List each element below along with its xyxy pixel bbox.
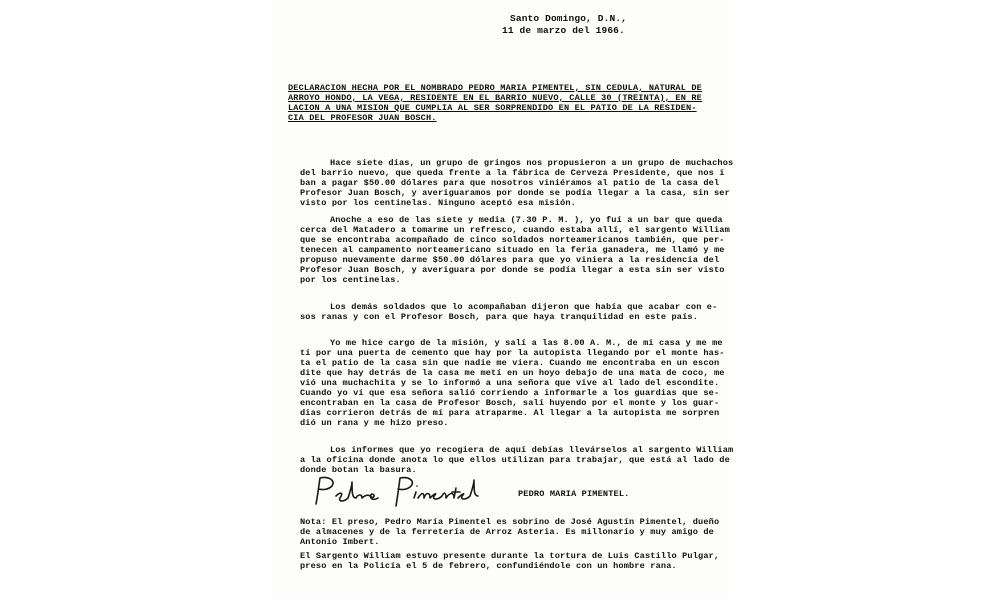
text-line: tí por una puerta de cemento que hay por la autopista llegando por el monte has- [300, 348, 725, 358]
text-line: por los centinelas. [300, 275, 401, 285]
title-line: LACION A UNA MISION QUE CUMPLIA AL SER SORPRENDIDO EN EL PATIO DE LA RESIDEN- [288, 103, 697, 113]
note-line: preso en la Policía el 5 de febrero, confundiéndole con un hombre rana. [300, 561, 677, 571]
note-line: Antonio Imbert. [300, 537, 380, 547]
text-line: dió un rana y me hizo preso. [300, 418, 449, 428]
text-line: Cuando yo ví que esa señora salió corriendo a informarle a los guardias que se- [300, 388, 720, 398]
text-line: Los informes que yo recogiera de aquí debías llevárselos al sargento William [330, 445, 734, 455]
text-line: Anoche a eso de las siete y media (7.30 P. M. ), yo fuí a un bar que queda [330, 215, 723, 225]
header-date: 11 de marzo del 1966. [502, 25, 625, 36]
note-line: El Sargento William estuvo presente durante la tortura de Luis Castillo Pulgar, [300, 551, 720, 561]
title-line: ARROYO HONDO, LA VEGA, RESIDENTE EN EL BARRIO NUEVO, CALLE 30 (TREINTA), EN RE [288, 93, 702, 103]
text-line: sos ranas y con el Profesor Bosch, para que haya tranquilidad en este país. [300, 312, 699, 322]
text-line: del barrio nuevo, que queda frente a la fábrica de Cerveza Presidente, que nos i [300, 168, 725, 178]
handwritten-signature [310, 474, 530, 510]
note-line: de almacenes y de la ferretería de Arroz Asteria. Es millonario y muy amigo de [300, 527, 714, 537]
printed-signature-name: PEDRO MARIA PIMENTEL. [518, 489, 630, 499]
text-line: vió una muchachita y se lo informó a una señora que vive al lado del escondite. [300, 378, 720, 388]
text-line: cerca del Matadero a tomarme un refresco, cuando estaba allí, el sargento William [300, 225, 730, 235]
text-line: tenecen al campamento norteamericano situado en la feria ganadera, me llamó y me [300, 245, 725, 255]
text-line: a la oficina donde anota lo que ellos utilizan para trabajar, que está al lado de [300, 455, 730, 465]
text-line: Yo me hice cargo de la misión, y salí a las 8.00 A. M., de mi casa y me me [330, 338, 723, 348]
text-line: Hace siete días, un grupo de gringos nos propusieron a un grupo de muchachos [330, 158, 734, 168]
title-line: CIA DEL PROFESOR JUAN BOSCH. [288, 113, 437, 123]
note-line: Nota: El preso, Pedro María Pimentel es sobrino de José Agustín Pimentel, dueño [300, 517, 720, 527]
text-line: donde botan la basura. [300, 465, 417, 475]
text-line: que se encontraba acompañado de cinco soldados norteamericanos también, que per- [300, 235, 725, 245]
text-line: dias corrieron detrás de mí para atraparme. Al llegar a la autopista me sorpren [300, 408, 720, 418]
text-line: ban a pagar $50.00 dólares para que nosotros viniéramos al patio de la casa del [300, 178, 720, 188]
document-page [270, 0, 734, 600]
text-line: Profesor Juan Bosch, y averiguara por donde se podía llegar a esta sin ser visto [300, 265, 725, 275]
text-line: ta el patio de la casa sin que nadie me viera. Cuando me encontraba en un escon [300, 358, 720, 368]
text-line: dite que hay detrás de la casa me metí en un hoyo debajo de una mata de coco, me [300, 368, 725, 378]
title-line: DECLARACION HECHA POR EL NOMBRADO PEDRO MARIA PIMENTEL, SIN CEDULA, NATURAL DE [288, 83, 702, 93]
text-line: visto por los centinelas. Ninguno aceptó esa misión. [300, 198, 576, 208]
text-line: Profesor Juan Bosch, y averiguaramos por donde se podía llegar a la casa, sin ser [300, 188, 730, 198]
text-line: propuso nuevamente darme $50.00 dólares para que yo viniera a la residencia del [300, 255, 720, 265]
text-line: Los demás soldados que lo acompañaban dijeron que había que acabar con e- [330, 302, 718, 312]
header-place: Santo Domingo, D.N., [510, 13, 628, 24]
text-line: encontraban en la casa de Profesor Bosch, salí huyendo por el monte y los guar- [300, 398, 720, 408]
